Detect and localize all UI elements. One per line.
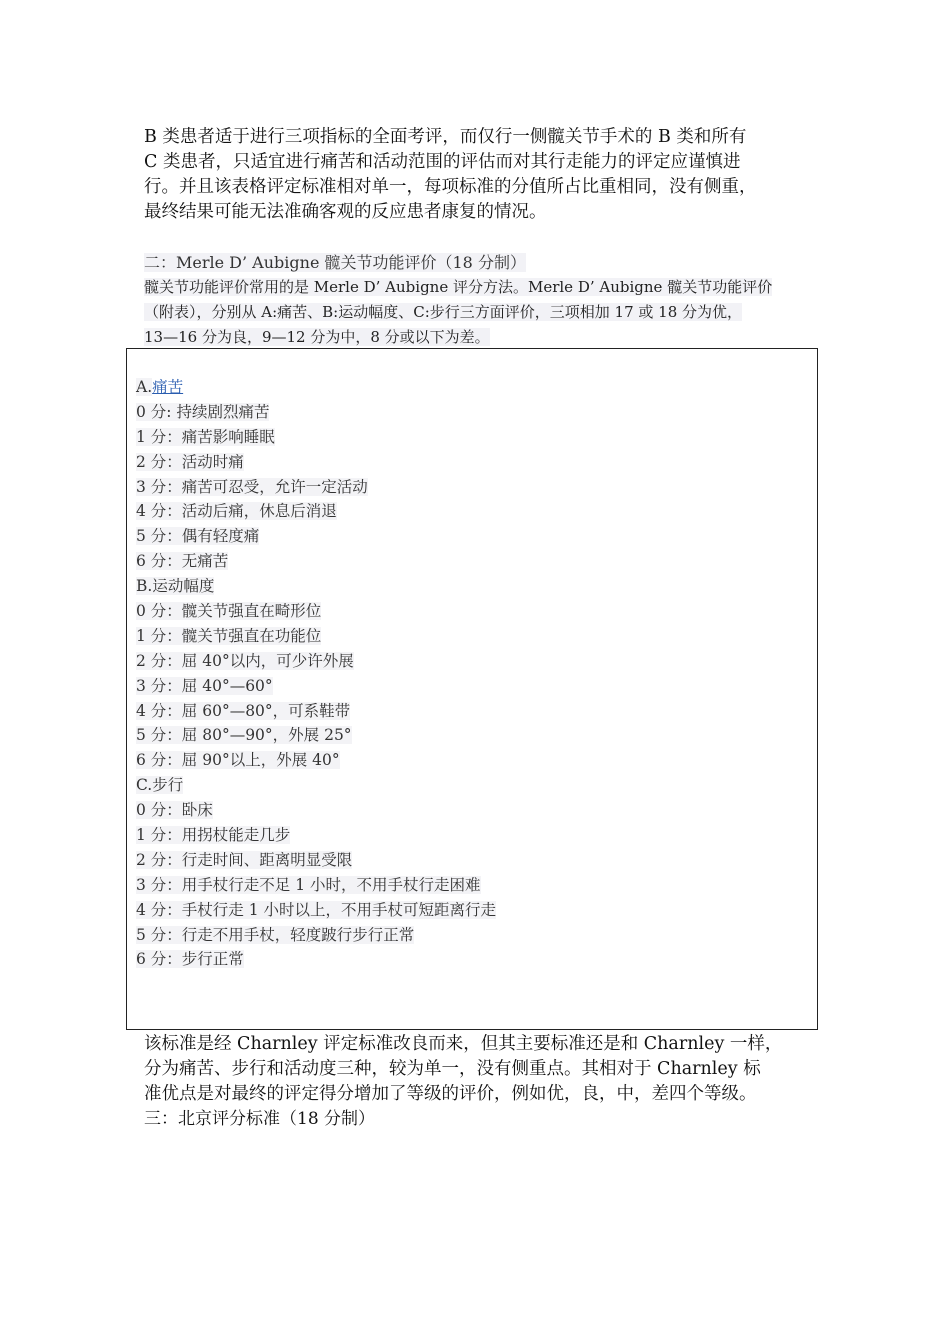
scoring-criteria-list	[136, 375, 496, 972]
intro-line: 最终结果可能无法准确客观的反应患者康复的情况。	[144, 202, 547, 222]
list-item: 3 分：用手杖行走不足 1 小时，不用手杖行走困难	[136, 875, 481, 894]
list-item: 5 分：偶有轻度痛	[136, 527, 260, 546]
section2-title: 二：Merle D’ Aubigne 髋关节功能评价（18 分制）	[144, 253, 526, 272]
list-item: 6 分：屈 90°以上，外展 40°	[136, 751, 340, 770]
list-item: 1 分：髋关节强直在功能位	[136, 626, 322, 645]
list-item: 3 分：屈 40°—60°	[136, 676, 273, 695]
intro-line: C 类患者，只适宜进行痛苦和活动范围的评估而对其行走能力的评定应谨慎进	[144, 152, 741, 172]
list-item: 4 分：屈 60°—80°，可系鞋带	[136, 701, 351, 720]
list-item: 2 分：行走时间、距离明显受限	[136, 850, 353, 869]
list-item: 0 分：髋关节强直在畸形位	[136, 602, 322, 621]
list-item: 0 分: 持续剧烈痛苦	[136, 402, 270, 421]
desc-line: 髋关节功能评价常用的是 Merle D’ Aubigne 评分方法。Merle D’ Aubigne 髋关节功能评价	[144, 278, 773, 296]
section2-description	[144, 275, 824, 350]
intro-paragraph	[144, 125, 814, 225]
section3-title: 三：北京评分标准（18 分制）	[144, 1109, 376, 1129]
list-item: 5 分：行走不用手杖，轻度跛行步行正常	[136, 925, 415, 944]
desc-line: （附表），分别从 A:痛苦、B:运动幅度、C:步行三方面评价，三项相加 17 或 18 分为优，	[144, 303, 743, 321]
intro-line: 行。并且该表格评定标准相对单一，每项标准的分值所占比重相同，没有侧重，	[144, 177, 757, 197]
list-item: 6 分：步行正常	[136, 950, 244, 969]
intro-line: B 类患者适于进行三项指标的全面考评，而仅行一侧髋关节手术的 B 类和所有	[144, 127, 747, 147]
summary-paragraph	[144, 1032, 824, 1107]
desc-line: 13—16 分为良，9—12 分为中，8 分或以下为差。	[144, 328, 490, 346]
list-item: 0 分：卧床	[136, 801, 213, 820]
pain-link[interactable]: 痛苦	[152, 378, 184, 396]
list-item: 2 分：屈 40°以内，可少许外展	[136, 651, 354, 670]
category-walking-heading: C.步行	[136, 776, 184, 795]
list-item: 2 分：活动时痛	[136, 452, 244, 471]
list-item: 4 分：活动后痛，休息后消退	[136, 502, 337, 521]
category-pain-heading: A.痛苦	[136, 378, 184, 396]
list-item: 6 分：无痛苦	[136, 552, 229, 571]
scoring-table-box	[126, 348, 818, 1030]
summary-line: 该标准是经 Charnley 评定标准改良而来，但其主要标准还是和 Charnley 一样，	[144, 1034, 783, 1054]
list-item: 4 分：手杖行走 1 小时以上，不用手杖可短距离行走	[136, 900, 497, 919]
list-item: 1 分：痛苦影响睡眠	[136, 427, 275, 446]
summary-line: 准优点是对最终的评定得分增加了等级的评价，例如优，良，中，差四个等级。	[144, 1084, 757, 1104]
list-item: 1 分：用拐杖能走几步	[136, 826, 291, 845]
summary-line: 分为痛苦、步行和活动度三种，较为单一，没有侧重点。其相对于 Charnley 标	[144, 1059, 761, 1079]
category-motion-heading: B.运动幅度	[136, 577, 215, 596]
list-item: 5 分：屈 80°—90°，外展 25°	[136, 726, 352, 745]
list-item: 3 分：痛苦可忍受，允许一定活动	[136, 477, 368, 496]
